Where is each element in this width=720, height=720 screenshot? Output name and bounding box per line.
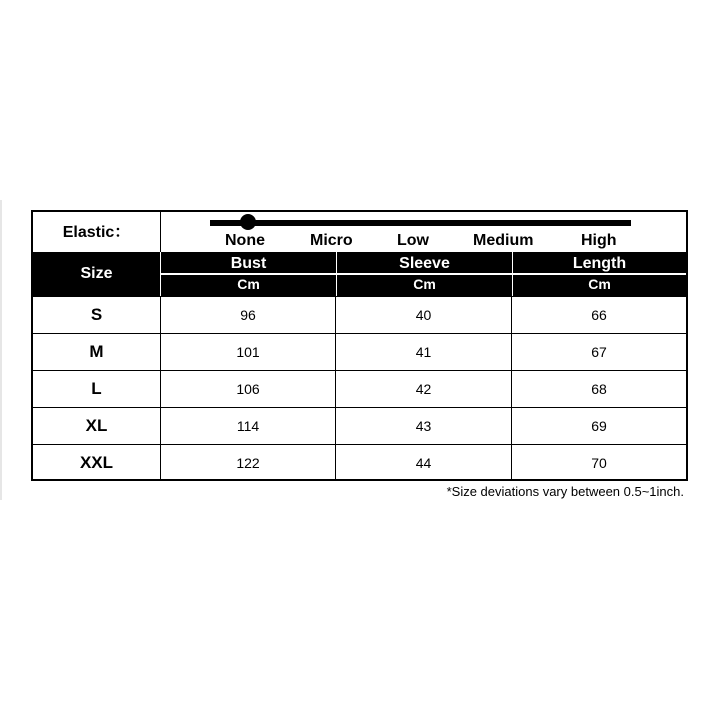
- length-unit-label: Cm: [513, 275, 686, 294]
- elastic-level-high: High: [581, 232, 617, 249]
- size-cell: S: [33, 297, 161, 333]
- elastic-level-medium: Medium: [473, 232, 534, 249]
- bust-column-header: [160, 252, 336, 296]
- sleeve-column-header: [336, 252, 512, 296]
- length-cell: 68: [591, 381, 607, 397]
- length-header-label: Length: [513, 254, 686, 273]
- size-cell: XXL: [33, 445, 161, 481]
- sleeve-cell: 43: [336, 408, 512, 444]
- length-cell: 67: [591, 344, 607, 360]
- sleeve-unit-label: Cm: [337, 275, 512, 294]
- sleeve-cell: 42: [336, 371, 512, 407]
- sleeve-cell: 41: [336, 334, 512, 370]
- elastic-level-low: Low: [397, 232, 429, 249]
- sleeve-cell: 40: [336, 297, 512, 333]
- bust-cell: 106: [161, 371, 336, 407]
- length-cell: 70: [591, 455, 607, 471]
- size-cell: M: [33, 334, 161, 370]
- length-cell: 69: [591, 418, 607, 434]
- length-cell: 66: [591, 307, 607, 323]
- sleeve-header-label: Sleeve: [337, 254, 512, 273]
- sleeve-cell: 44: [336, 445, 512, 481]
- bust-unit-label: Cm: [161, 275, 336, 294]
- size-chart-table: [31, 210, 688, 481]
- bust-header-label: Bust: [161, 254, 336, 273]
- table-row: [33, 333, 686, 370]
- size-cell: L: [33, 371, 161, 407]
- elastic-row: [33, 212, 686, 253]
- bust-cell: 114: [161, 408, 336, 444]
- table-row: [33, 407, 686, 444]
- elastic-label: Elastic：: [33, 212, 161, 252]
- table-row: [33, 296, 686, 333]
- size-column-header: Size: [33, 252, 160, 296]
- bust-cell: 122: [161, 445, 336, 481]
- table-row: [33, 444, 686, 481]
- size-cell: XL: [33, 408, 161, 444]
- bust-cell: 101: [161, 334, 336, 370]
- elastic-level-none: None: [225, 232, 265, 249]
- left-edge-line: [0, 200, 2, 500]
- elastic-scale-track: [210, 220, 631, 226]
- elastic-selected-marker: [240, 214, 256, 230]
- size-deviation-note: *Size deviations vary between 0.5~1inch.: [446, 484, 684, 499]
- table-row: [33, 370, 686, 407]
- bust-cell: 96: [161, 297, 336, 333]
- length-column-header: [512, 252, 686, 296]
- elastic-level-micro: Micro: [310, 232, 353, 249]
